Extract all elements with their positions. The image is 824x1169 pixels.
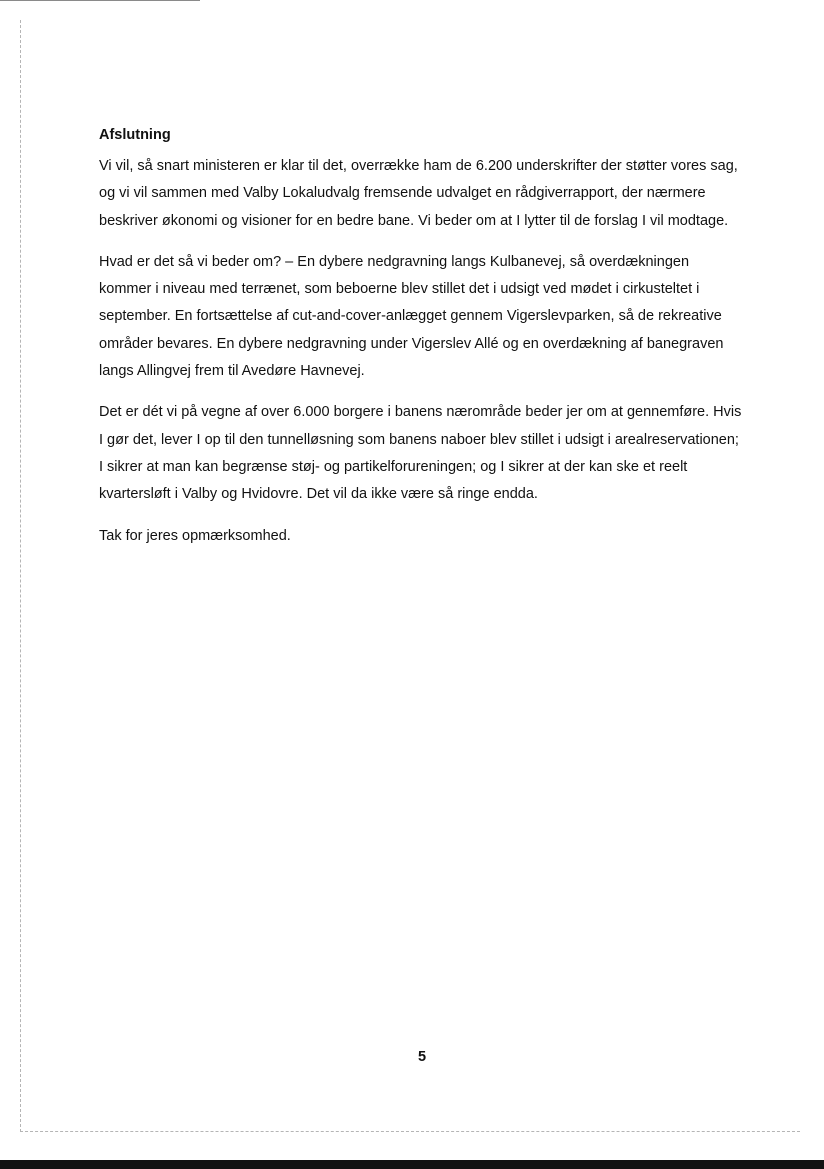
paragraph-thanks: Tak for jeres opmærksomhed. bbox=[99, 527, 291, 544]
scan-edge-top bbox=[0, 0, 200, 1]
page-content bbox=[99, 126, 744, 564]
section-heading: Afslutning bbox=[99, 127, 171, 143]
page-number: 5 bbox=[417, 1049, 427, 1065]
scan-edge-left bbox=[20, 20, 21, 1132]
paragraph-requests: Hvad er det så vi beder om? – En dybere nedgravning langs Kulbanevej, så overdækningen kommer i niveau med terrænet, som beboerne blev stillet det i udsigt ved mødet i cirkusteltet i september. En fortsættelse af cut-and-cover-anlægget gennem Vigerslevparken, så de rekreative områder bevares. En dybere nedgravning under Vigerslev Allé og en overdækning af banegraven langs Allingvej frem til Avedøre Havnevej. bbox=[99, 253, 724, 380]
scan-edge-bottom bbox=[20, 1131, 800, 1132]
scan-bottom-bar bbox=[0, 1160, 824, 1169]
paragraph-signatures: Vi vil, så snart ministeren er klar til det, overrække ham de 6.200 underskrifter der støtter vores sag, og vi vil sammen med Valby Lokaludvalg fremsende udvalget en rådgiverrapport, der nærmere beskriver økonomi og visioner for en bedre bane. Vi beder om at I lytter til de forslag I vil modtage. bbox=[99, 158, 738, 229]
paragraph-citizens: Det er dét vi på vegne af over 6.000 borgere i banens nærområde beder jer om at gennemføre. Hvis I gør det, lever I op til den tunnelløsning som banens naboer blev stillet i udsigt i arealreservationen; I sikrer at man kan begrænse støj- og partikelforureningen; og I sikrer at der kan ske et reelt kvartersløft i Valby og Hvidovre. Det vil da ikke være så ringe endda. bbox=[99, 404, 742, 503]
